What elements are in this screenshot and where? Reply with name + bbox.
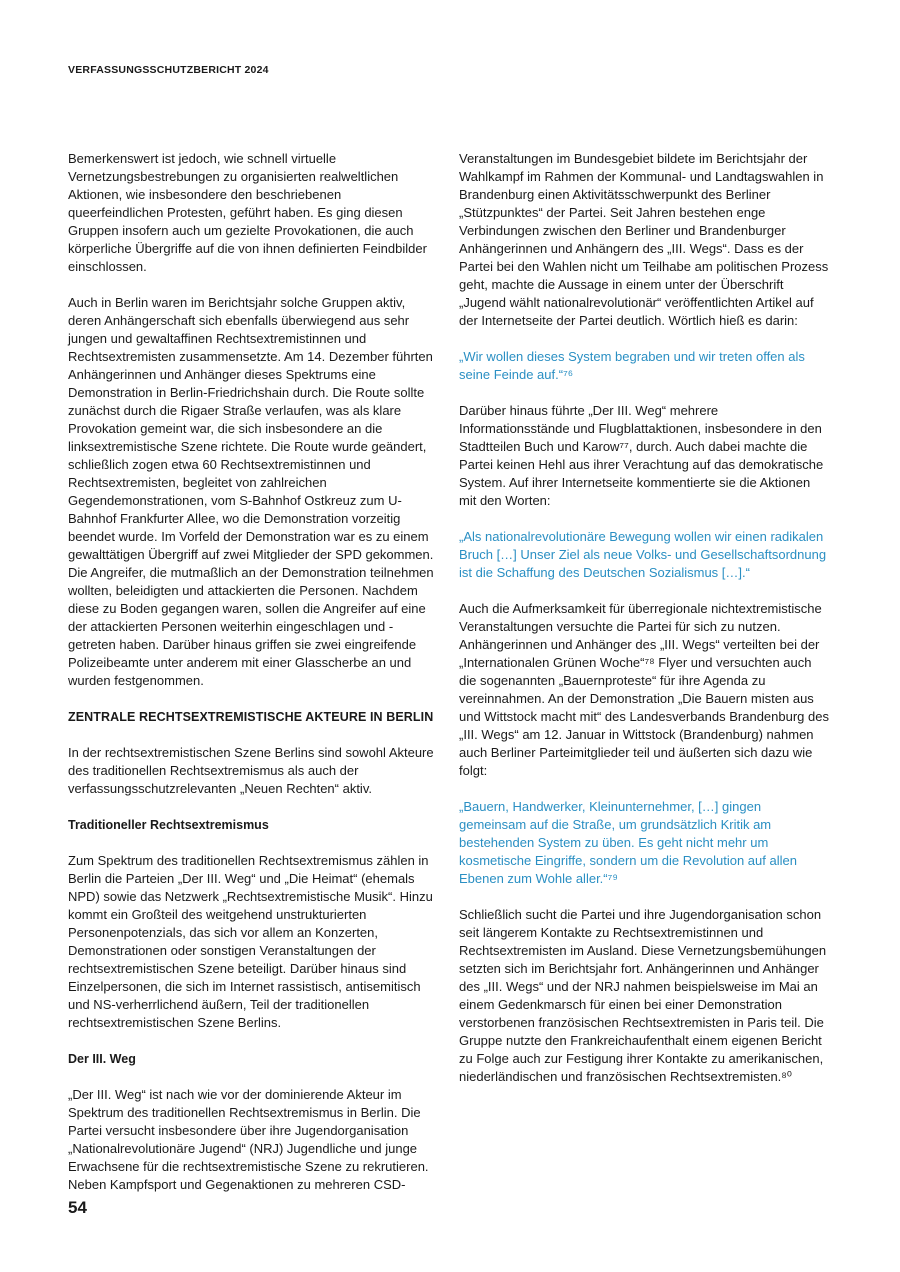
quote: „Wir wollen dieses System begraben und wir treten offen als seine Feinde auf.“⁷⁶ xyxy=(459,349,805,382)
paragraph: Auch in Berlin waren im Berichtsjahr solche Gruppen aktiv, deren Anhängerschaft sich ebenfalls überwiegend aus sehr jungen und gewaltaffinen Rechtsextremistinnen und Rechtsextremisten zusammensetzte. Am 14. Dezember führten Anhängerinnen und Anhänger dieses Spektrums eine Demonstration in Berlin-Friedrichshain durch. Die Route sollte zunächst durch die Rigaer Straße verlaufen, was als klare Provokation gemeint war, die sich insbesondere an die linksextremistische Szene richtete. Die Route wurde geändert, schließlich zogen etwa 60 Rechtsextremistinnen und Rechtsextremisten, begleitet von zahlreichen Gegendemonstrationen, vom S-Bahnhof Ostkreuz zum U-Bahnhof Frankfurter Allee, wo die Demonstration vorzeitig beendet wurde. Im Vorfeld der Demonstration war es zu einem gewalttätigen Übergriff auf zwei Mitglieder der SPD gekommen. Die Angreifer, die mutmaßlich an der Demonstration teilnehmen wollten, beleidigten und attackierten die Personen. Nachdem diese zu Boden gegangen waren, sollen die Angreifer auf eine der attackierten Personen weiterhin eingeschlagen und -getreten haben. Darüber hinaus griffen sie zwei eingreifende Polizeibeamte unter anderem mit einer Glasscherbe an und wurden festgenommen. xyxy=(68,295,434,688)
right-column xyxy=(459,150,831,1086)
section-heading: ZENTRALE RECHTSEXTREMISTISCHE AKTEURE IN BERLIN xyxy=(68,710,434,724)
paragraph: Auch die Aufmerksamkeit für überregionale nichtextremistische Veranstaltungen versuchte die Partei für sich zu nutzen. Anhängerinnen und Anhänger des „III. Wegs“ verteilten bei der „Internationalen Grünen Woche“⁷⁸ Flyer und versuchten auch die sogenannten „Bauernproteste“ für ihre Agenda zu vereinnahmen. An der Demonstration „Die Bauern misten aus und Wittstock macht mit“ des Landesverbands Brandenburg des „III. Wegs“ am 12. Januar in Wittstock (Brandenburg) nahmen auch Berliner Parteimitglieder teil und äußerten sich dazu wie folgt: xyxy=(459,601,829,778)
paragraph: Darüber hinaus führte „Der III. Weg“ mehrere Informationsstände und Flugblattaktionen, insbesondere in den Stadtteilen Buch und Karow⁷⁷, durch. Auch dabei machte die Partei keinen Hehl aus ihrer Verachtung auf das demokratische System. Auf ihrer Internetseite kommentierte sie die Aktionen mit den Worten: xyxy=(459,403,824,508)
paragraph: In der rechtsextremistischen Szene Berlins sind sowohl Akteure des traditionellen Rechtsextremismus als auch der verfassungsschutzrelevanten „Neuen Rechten“ aktiv. xyxy=(68,745,434,796)
quote: „Bauern, Handwerker, Kleinunternehmer, […] gingen gemeinsam auf die Straße, um grundsätzlich Kritik am bestehenden System zu üben. Es geht nicht mehr um kosmetische Eingriffe, sondern um die Revolution auf allen Ebenen zum Wohle aller.“⁷⁹ xyxy=(459,799,797,886)
running-title: VERFASSUNGSSCHUTZBERICHT 2024 xyxy=(68,64,269,76)
paragraph: Veranstaltungen im Bundesgebiet bildete im Berichtsjahr der Wahlkampf im Rahmen der Kommunal- und Landtagswahlen in Brandenburg einen Aktivitätsschwerpunkt des Berliner „Stützpunktes“ der Partei. Seit Jahren bestehen enge Verbindungen zwischen den Berliner und Brandenburger Anhängerinnen und Anhängern des „III. Wegs“. Dass es der Partei bei den Wahlen nicht um Teilhabe am politischen Prozess geht, machte die Aussage in einem unter der Überschrift „Jugend wählt nationalrevolutionär“ veröffentlichten Artikel auf der Internetseite der Partei deutlich. Wörtlich hieß es darin: xyxy=(459,151,829,328)
subheading: Der III. Weg xyxy=(68,1052,136,1066)
subheading: Traditioneller Rechtsextremismus xyxy=(68,818,269,832)
paragraph: Schließlich sucht die Partei und ihre Jugendorganisation schon seit längerem Kontakte zu Rechtsextremistinnen und Rechtsextremisten im Ausland. Diese Vernetzungsbemühungen setzten sich im Berichtsjahr fort. Anhängerinnen und Anhänger des „III. Wegs“ und der NRJ nahmen beispielsweise im Mai an einem Gedenkmarsch für einen bei einer Demonstration verstorbenen französischen Rechtsextremisten in Paris teil. Die Gruppe nutzte den Frankreichaufenthalt einem eigenen Bericht zu Folge auch zur Festigung ihrer Kontakte zu amerikanischen, niederländischen und französischen Rechtsextremisten.⁸⁰ xyxy=(459,907,827,1084)
page-number: 54 xyxy=(68,1198,87,1217)
paragraph: Zum Spektrum des traditionellen Rechtsextremismus zählen in Berlin die Parteien „Der III. Weg“ und „Die Heimat“ (ehemals NPD) sowie das Netzwerk „Rechtsextremistische Musik“. Hinzu kommt ein Großteil des weitgehend unstrukturierten Personenpotenzials, das sich vor allem an Konzerten, Demonstrationen oder sonstigen Veranstaltungen der rechtsextremistischen Szene beteiligt. Darüber hinaus sind Einzelpersonen, die sich im Internet rassistisch, antisemitisch und NS-verherrlichend äußern, Teil der traditionellen rechtsextremistischen Szene Berlins. xyxy=(68,853,433,1030)
paragraph: Bemerkenswert ist jedoch, wie schnell virtuelle Vernetzungsbestrebungen zu organisierten realweltlichen Aktionen, wie insbesondere den beschriebenen queerfeindlichen Protesten, geführt haben. Es ging diesen Gruppen insofern auch um gezielte Provokationen, die auch körperliche Übergriffe auf die von ihnen definierten Feindbilder einschlossen. xyxy=(68,151,427,274)
left-column xyxy=(68,150,438,1194)
paragraph: „Der III. Weg“ ist nach wie vor der dominierende Akteur im Spektrum des traditionellen Rechtsextremismus in Berlin. Die Partei versucht insbesondere über ihre Jugendorganisation „Nationalrevolutionäre Jugend“ (NRJ) Jugendliche und junge Erwachsene für die rechtsextremistische Szene zu rekrutieren. Neben Kampfsport und Gegenaktionen zu mehreren CSD- xyxy=(68,1087,429,1192)
quote: „Als nationalrevolutionäre Bewegung wollen wir einen radikalen Bruch […] Unser Ziel als neue Volks- und Gesellschaftsordnung ist die Schaffung des Deutschen Sozialismus […].“ xyxy=(459,529,827,580)
